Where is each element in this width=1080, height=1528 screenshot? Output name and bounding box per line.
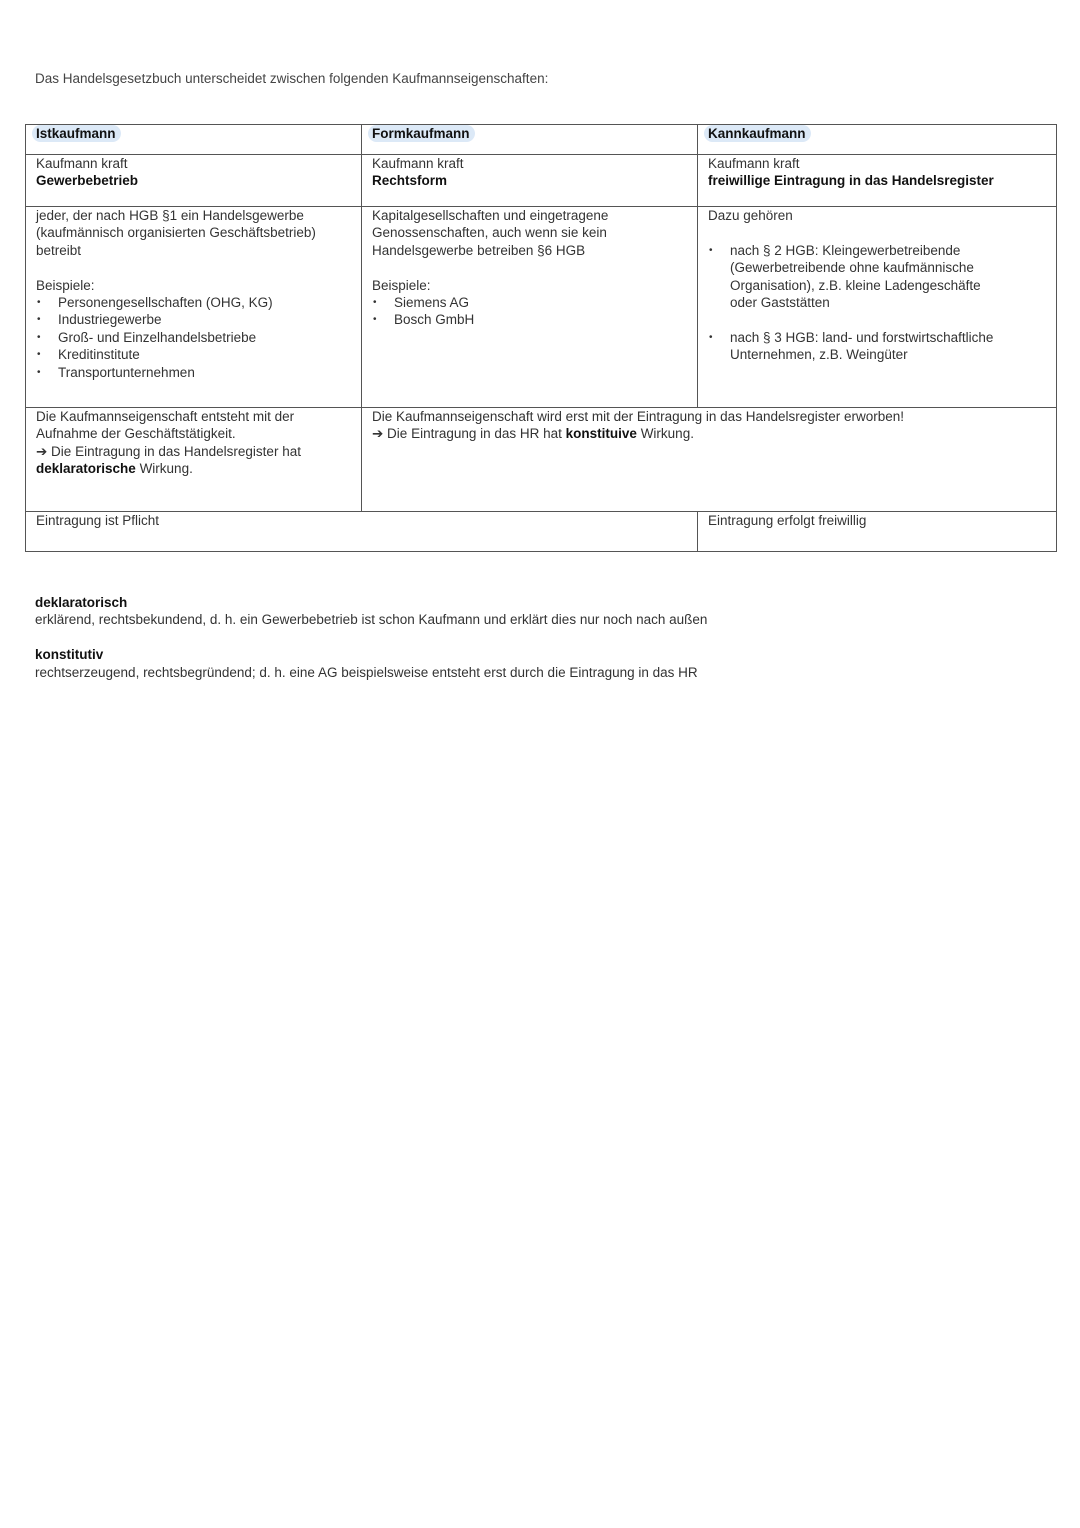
eintragung-pflicht: Eintragung ist Pflicht: [36, 513, 160, 528]
kraft-value: Rechtsform: [372, 173, 448, 189]
entstehung-wirkung: [36, 460, 351, 477]
kraft-prefix: Kaufmann kraft: [36, 156, 128, 171]
beispiele-list-form: [372, 294, 687, 329]
desc-cell-kann: [698, 207, 1057, 408]
kann-item1-line: (Gewerbetreibende ohne kaufmännische: [730, 260, 974, 276]
beispiele-label: Beispiele:: [372, 277, 431, 293]
definition-term: konstitutiv: [35, 647, 104, 663]
table-row-kraft: [26, 155, 1057, 207]
entstehung-line: Die Kaufmannseigenschaft entsteht mit der: [36, 409, 295, 424]
definition-text: erklärend, rechtsbekundend, d. h. ein Gewerbebetrieb ist schon Kaufmann und erklärt dies nur noch nach außen: [35, 612, 708, 628]
list-item: • Bosch GmbH: [372, 311, 687, 328]
header-cell-istkaufmann: [26, 125, 362, 155]
wirkung-bold: konstituive: [565, 426, 637, 442]
kann-item2-line: Unternehmen, z.B. Weingüter: [730, 347, 908, 363]
kann-item1-line: oder Gaststätten: [730, 295, 830, 311]
header-cell-formkaufmann: [362, 125, 698, 155]
definition-text: rechtserzeugend, rechtsbegründend; d. h. eine AG beispielsweise entsteht erst durch die Eintragung in das HR: [35, 664, 698, 680]
wirkung-pre: ➔ Die Eintragung in das HR hat: [372, 426, 566, 442]
kann-item2-line: • nach § 3 HGB: land- und forstwirtschaftliche: [730, 329, 994, 345]
kaufmann-table: [25, 124, 1057, 552]
table-header-row: [26, 125, 1057, 155]
kann-intro: Dazu gehören: [708, 208, 793, 223]
entstehung-line: Die Kaufmannseigenschaft wird erst mit der Eintragung in das Handelsregister erworben!: [372, 409, 905, 424]
desc-cell-form: [362, 207, 698, 408]
entstehung-line: Aufnahme der Geschäftstätigkeit.: [36, 426, 236, 442]
definition-term: deklaratorisch: [35, 595, 128, 610]
list-item: [708, 242, 1046, 312]
desc-line: jeder, der nach HGB §1 ein Handelsgewerbe: [36, 208, 304, 223]
kraft-value: freiwillige Eintragung in das Handelsregister: [708, 173, 994, 189]
header-kannkaufmann: Kannkaufmann: [704, 125, 811, 142]
desc-line: Genossenschaften, auch wenn sie kein: [372, 225, 607, 241]
eintragung-freiwillig: Eintragung erfolgt freiwillig: [708, 513, 867, 528]
desc-line: betreibt: [36, 242, 82, 258]
desc-line: Kapitalgesellschaften und eingetragene: [372, 208, 609, 223]
table-row-eintragung: [26, 512, 1057, 552]
kann-list: [708, 242, 1046, 312]
eintragung-freiwillig-cell: [698, 512, 1057, 552]
entstehung-line: ➔ Die Eintragung in das Handelsregister hat: [36, 443, 301, 459]
wirkung-after: Wirkung.: [135, 461, 193, 477]
list-item: • Personengesellschaften (OHG, KG): [36, 294, 351, 311]
entstehung-wirkung: [372, 425, 1046, 442]
header-cell-kannkaufmann: [698, 125, 1057, 155]
list-item: [708, 329, 1046, 364]
list-item: • Kreditinstitute: [36, 346, 351, 363]
wirkung-after: Wirkung.: [636, 426, 694, 442]
kann-item1-line: Organisation), z.B. kleine Ladengeschäfte: [730, 277, 981, 293]
kraft-prefix: Kaufmann kraft: [372, 156, 464, 171]
entstehung-cell-ist: [26, 408, 362, 512]
beispiele-list-ist: [36, 294, 351, 381]
eintragung-pflicht-cell: [26, 512, 698, 552]
kraft-value: Gewerbebetrieb: [36, 173, 139, 189]
header-formkaufmann: Formkaufmann: [368, 125, 475, 142]
wirkung-bold: deklaratorische: [36, 461, 136, 477]
kraft-cell-ist: [26, 155, 362, 207]
list-item: • Groß- und Einzelhandelsbetriebe: [36, 329, 351, 346]
intro-text: Das Handelsgesetzbuch unterscheidet zwischen folgenden Kaufmannseigenschaften:: [35, 71, 549, 86]
table-row-entstehung: [26, 408, 1057, 512]
list-item: • Siemens AG: [372, 294, 687, 311]
beispiele-label: Beispiele:: [36, 277, 95, 293]
entstehung-cell-form-kann: [362, 408, 1057, 512]
desc-line: Handelsgewerbe betreiben §6 HGB: [372, 242, 586, 258]
table-row-description: [26, 207, 1057, 408]
desc-line: (kaufmännisch organisierten Geschäftsbetrieb): [36, 225, 316, 241]
desc-cell-ist: [26, 207, 362, 408]
kraft-prefix: Kaufmann kraft: [708, 156, 800, 171]
list-item: • Industriegewerbe: [36, 311, 351, 328]
header-istkaufmann: Istkaufmann: [32, 125, 121, 142]
kraft-cell-kann: [698, 155, 1057, 207]
kann-list-2: [708, 329, 1046, 364]
definitions: [35, 594, 707, 681]
kann-item1-line: • nach § 2 HGB: Kleingewerbetreibende: [730, 242, 961, 258]
list-item: • Transportunternehmen: [36, 364, 351, 381]
kraft-cell-form: [362, 155, 698, 207]
